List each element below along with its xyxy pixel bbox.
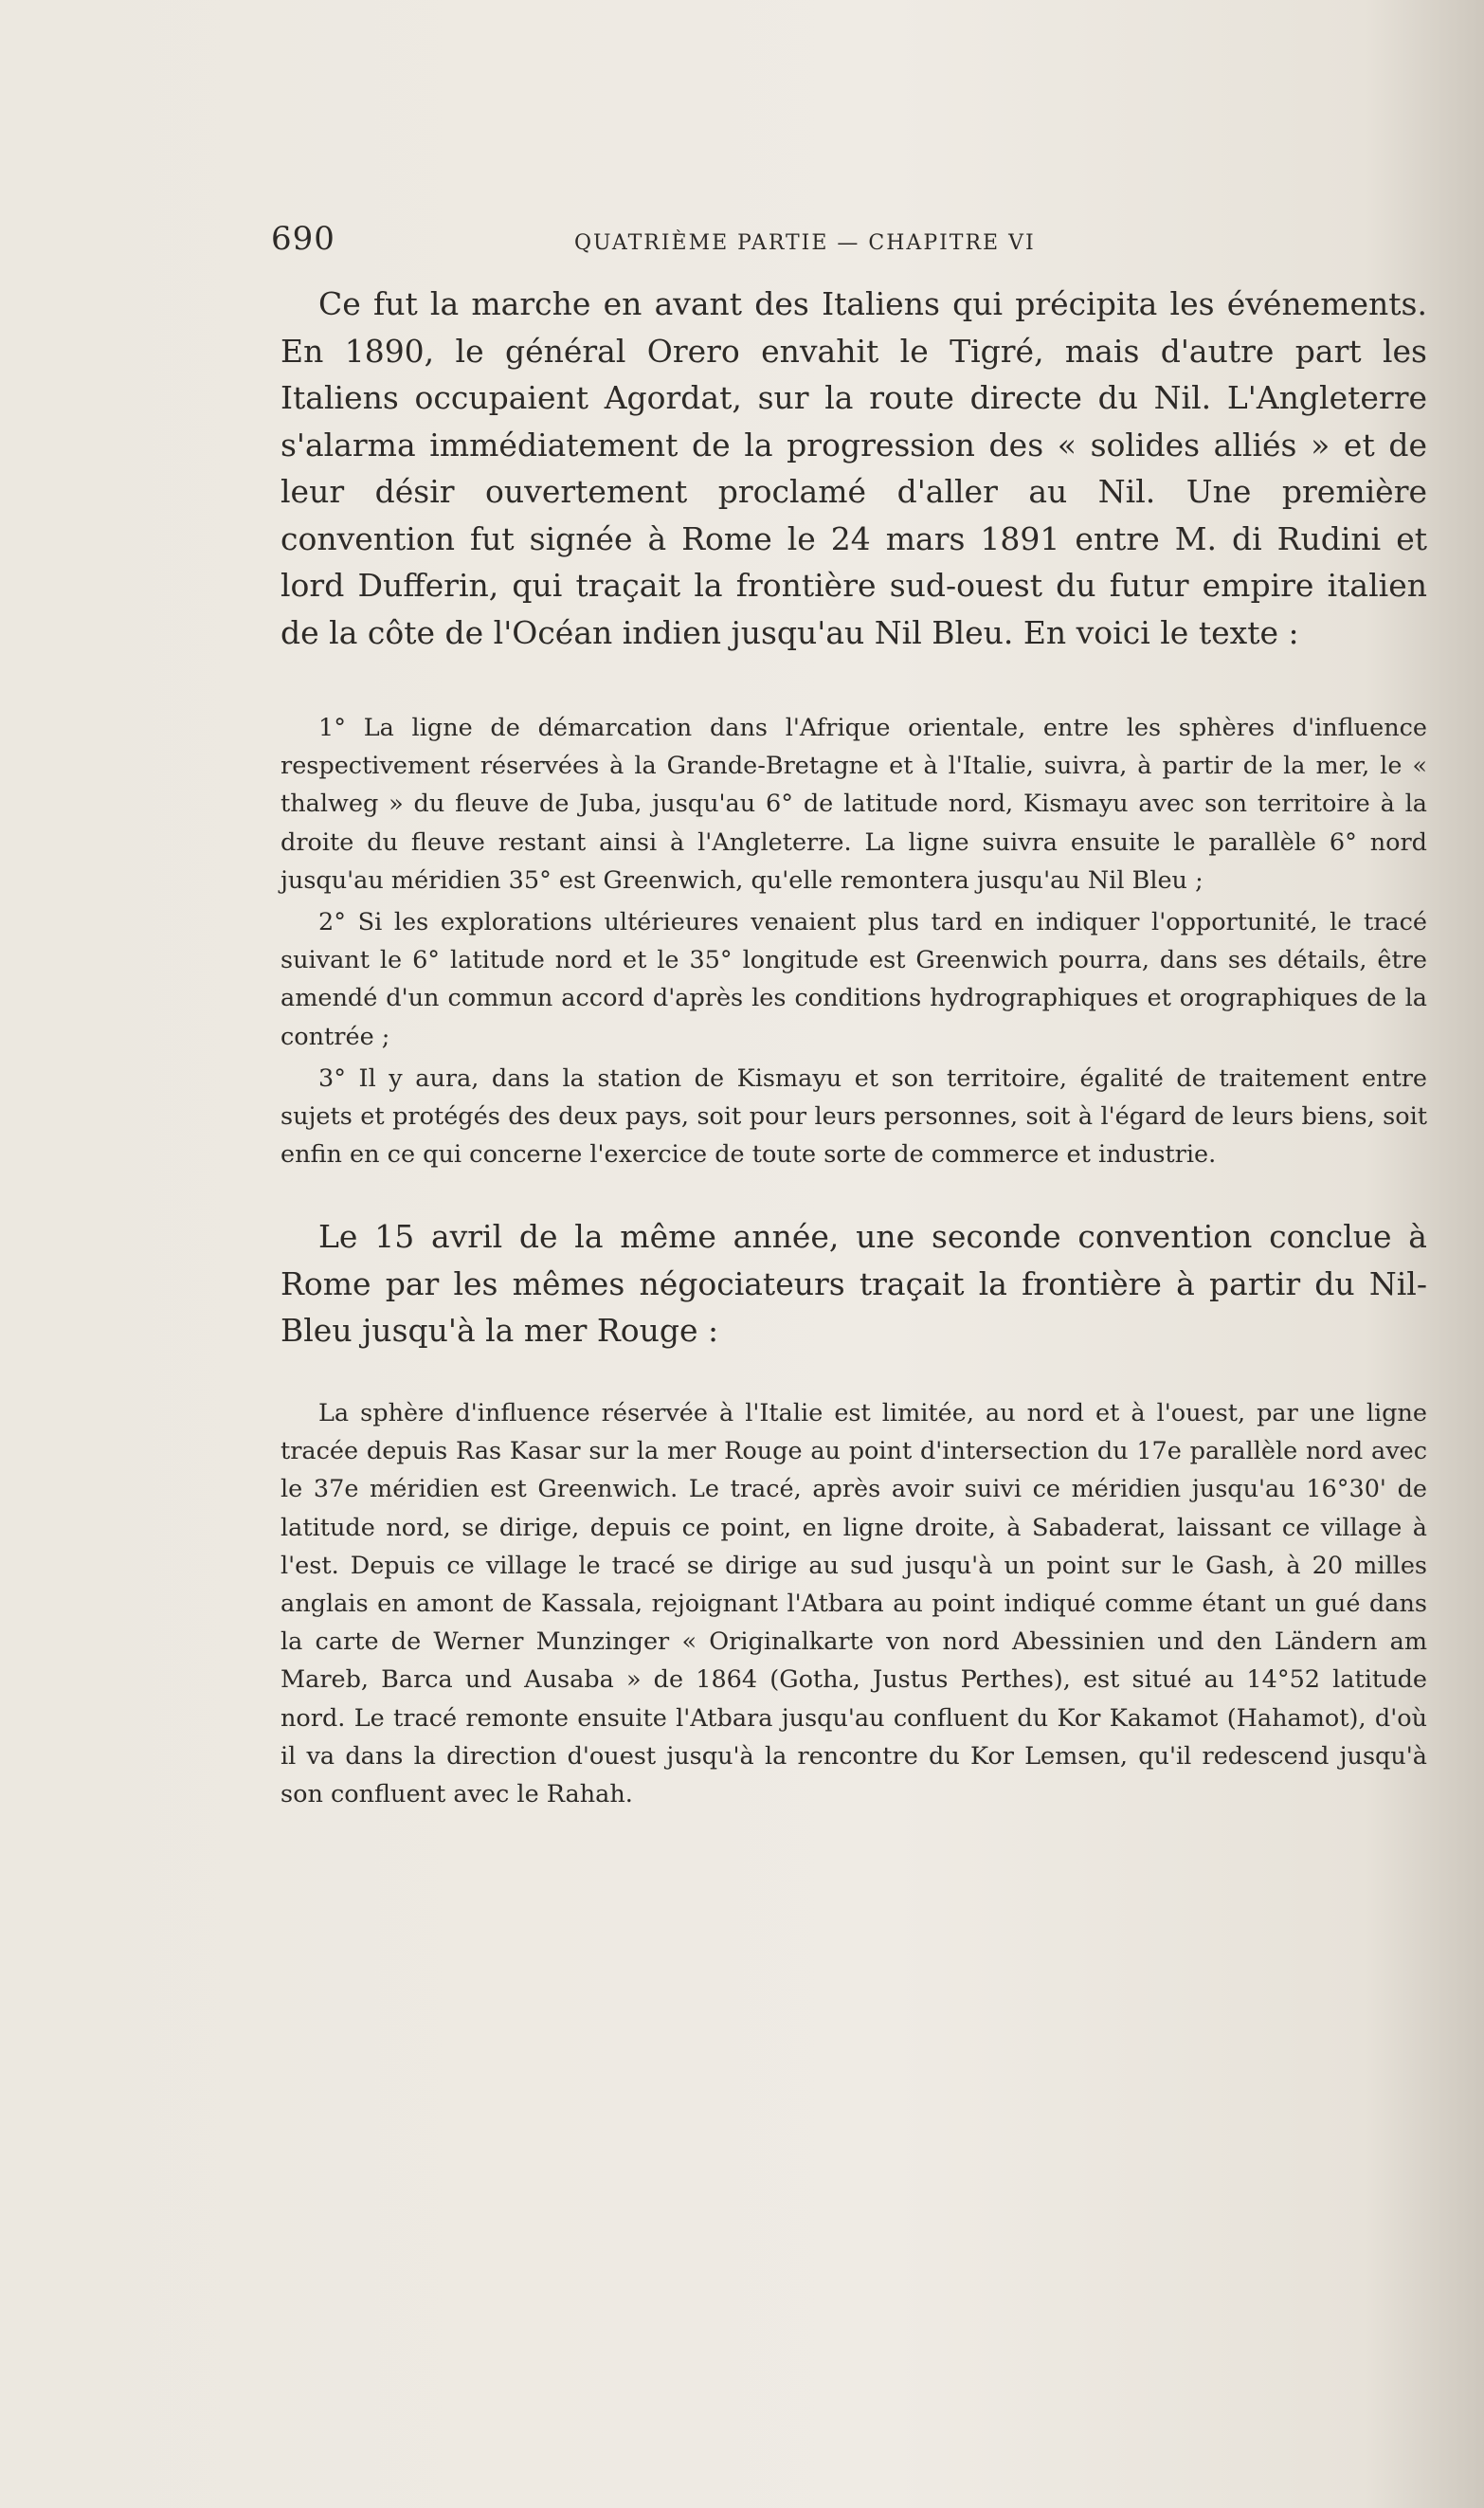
body-paragraph: Le 15 avril de la même année, une seconde convention conclue à Rome par les mêmes négociateurs traçait la frontière à partir du Nil-Bleu jusqu'à la mer Rouge : [281,1218,1427,1350]
quoted-article: 1° La ligne de démarcation dans l'Afrique orientale, entre les sphères d'influence respectivement réservées à la Grande-Bretagne et à l'Italie, suivra, à partir de la mer, le « thalweg » du fleuve de Juba, jusqu'au 6° de latitude nord, Kismayu avec son territoire à la droite du fleuve restant ainsi à l'Angleterre. La ligne suivra ensuite le parallèle 6° nord jusqu'au méridien 35° est Greenwich, qu'elle remontera jusqu'au Nil Bleu ; [281,714,1427,895]
body-paragraph: Ce fut la marche en avant des Italiens qui précipita les événements. En 1890, le général Orero envahit le Tigré, mais d'autre part les Italiens occupaient Agordat, sur la route directe du Nil. L'Angleterre s'alarma immédiatement de la progression des « solides alliés » et de leur désir ouvertement proclamé d'aller au Nil. Une première convention fut signée à Rome le 24 mars 1891 entre M. di Rudini et lord Dufferin, qui traçait la frontière sud-ouest du futur empire italien de la côte de l'Océan indien jusqu'au Nil Bleu. En voici le texte : [281,285,1427,651]
quoted-article: 3° Il y aura, dans la station de Kismayu et son territoire, égalité de traitement entre sujets et protégés des deux pays, soit pour leurs personnes, soit à l'égard de leurs biens, soit enfin en ce qui concerne l'exercice de toute sorte de commerce et industrie. [281,1063,1427,1170]
quoted-article: La sphère d'influence réservée à l'Italie est limitée, au nord et à l'ouest, par une ligne tracée depuis Ras Kasar sur la mer Rouge au point d'intersection du 17e parallèle nord avec le 37e méridien est Greenwich. Le tracé, après avoir suivi ce méridien jusqu'au 16°30' de latitude nord, se dirige, depuis ce point, en ligne droite, à Sabaderat, laissant ce village à l'est. Depuis ce village le tracé se dirige au sud jusqu'à un point sur le Gash, à 20 milles anglais en amont de Kassala, rejoignant l'Atbara au point indiqué comme étant un gué dans la carte de Werner Munzinger « Originalkarte von nord Abessinien und den Ländern am Mareb, Barca und Ausaba » de 1864 (Gotha, Justus Perthes), est situé au 14°52 latitude nord. Le tracé remonte ensuite l'Atbara jusqu'au confluent du Kor Kakamot (Hahamot), d'où il va dans la direction d'ouest jusqu'à la rencontre du Kor Lemsen, qu'il redescend jusqu'à son confluent avec le Rahah. [281,1398,1427,1808]
page-body [281,281,1427,1813]
running-title: QUATRIÈME PARTIE — CHAPITRE VI [574,231,1036,255]
page-number: 690 [271,220,335,258]
page-header [271,220,1152,267]
quoted-article: 2° Si les explorations ultérieures venaient plus tard en indiquer l'opportunité, le tracé suivant le 6° latitude nord et le 35° longitude est Greenwich pourra, dans ses détails, être amendé d'un commun accord d'après les conditions hydrographiques et orographiques de la contrée ; [281,908,1427,1051]
